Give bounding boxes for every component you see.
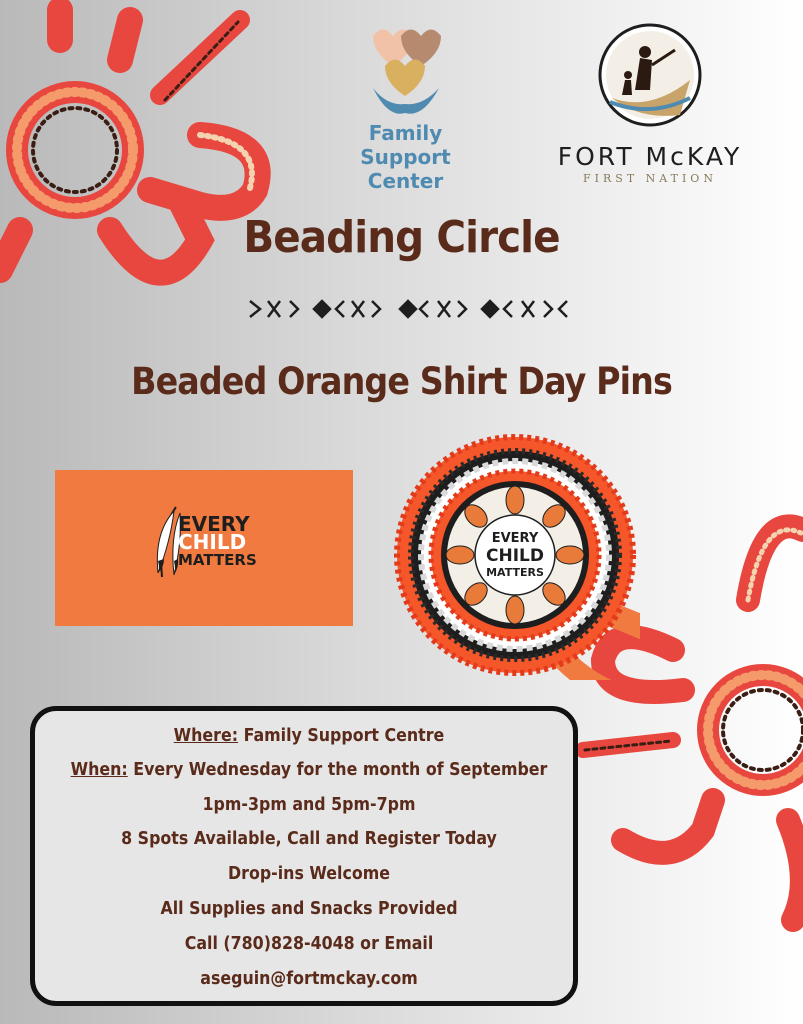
event-details-box (30, 706, 578, 1006)
family-support-center-logo (343, 18, 468, 193)
pin-text-child: CHILD (486, 546, 544, 566)
fsc-logo-line: Center (367, 169, 444, 193)
family-hands-icon (343, 18, 468, 118)
when-label: When: (70, 759, 128, 780)
supplies-line: All Supplies and Snacks Provided (160, 898, 458, 919)
fsc-logo-line: Support (360, 145, 451, 169)
time-line: 1pm-3pm and 5pm-7pm (202, 794, 416, 815)
pin-text-every: EVERY (491, 531, 539, 546)
spots-line: 8 Spots Available, Call and Register Today (121, 828, 497, 849)
ecm-line-every: EVERY (178, 512, 250, 536)
event-subtitle: Beaded Orange Shirt Day Pins (131, 360, 672, 403)
pin-text-matters: MATTERS (486, 566, 544, 579)
event-title: Beading Circle (243, 212, 560, 263)
where-line (68, 725, 550, 746)
pattern-divider (246, 296, 571, 322)
when-line (68, 759, 550, 780)
where-value: Family Support Centre (238, 725, 445, 746)
fsc-logo-line: Family (368, 121, 443, 145)
dropins-line: Drop-ins Welcome (227, 863, 391, 884)
fort-mckay-name: FORT McKAY (557, 142, 743, 171)
beaded-pin-image (390, 430, 640, 680)
canoe-emblem-icon (540, 20, 760, 130)
every-child-matters-wordmark (178, 512, 257, 569)
contact-line: Call (780)828-4048 or Email (184, 933, 434, 954)
when-value: Every Wednesday for the month of September (127, 759, 548, 780)
where-label: Where: (173, 725, 239, 746)
fort-mckay-logo (540, 20, 760, 190)
ecm-line-child: CHILD (178, 530, 247, 554)
fort-mckay-subtitle: FIRST NATION (583, 172, 717, 185)
email-line: aseguin@fortmckay.com (200, 968, 418, 989)
ecm-line-matters: MATTERS (178, 551, 257, 569)
